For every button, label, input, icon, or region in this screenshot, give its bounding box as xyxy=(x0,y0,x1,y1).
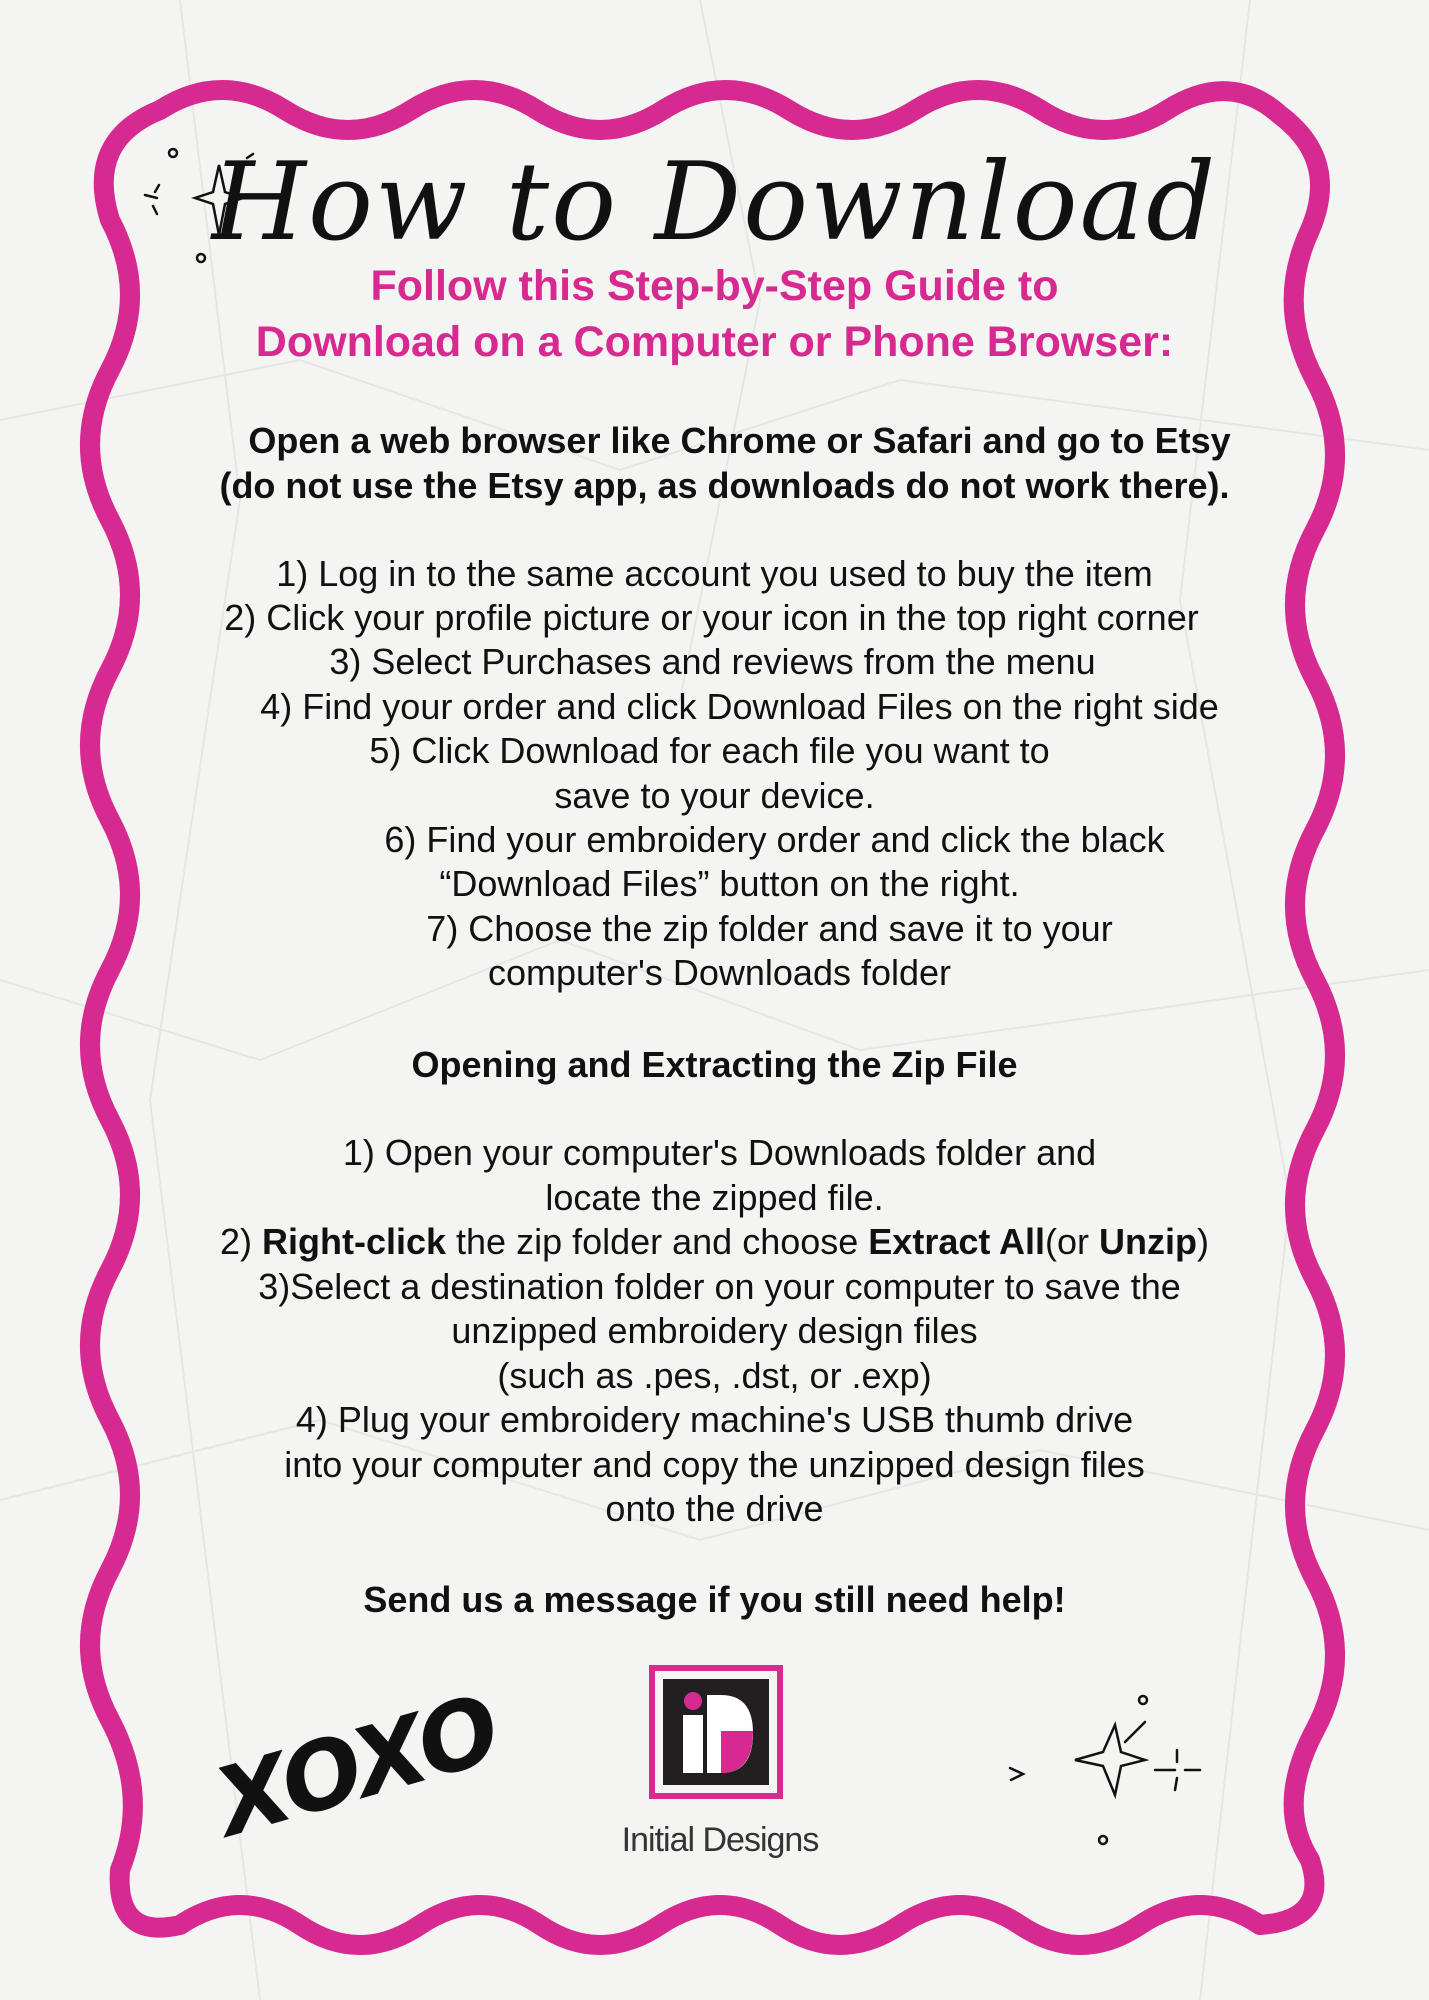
zip-section-heading: Opening and Extracting the Zip File xyxy=(411,1044,1018,1085)
download-step: 3) Select Purchases and reviews from the menu xyxy=(329,641,1096,682)
subtitle-line-2: Download on a Computer or Phone Browser: xyxy=(255,318,1174,366)
download-step: 6) Find your embroidery order and click the black xyxy=(384,819,1165,860)
download-step: 5) Click Download for each file you want to xyxy=(369,730,1050,771)
zip-step: (such as .pes, .dst, or .exp) xyxy=(497,1355,932,1396)
zip-step-text: ) xyxy=(1197,1221,1210,1262)
intro-line-2: (do not use the Etsy app, as downloads do not work there). xyxy=(219,465,1230,506)
zip-step: 4) Plug your embroidery machine's USB thumb drive xyxy=(295,1399,1134,1440)
zip-step-right-click xyxy=(0,1220,1429,1264)
intro-line-1: Open a web browser like Chrome or Safari and go to Etsy xyxy=(248,420,1231,461)
zip-step: onto the drive xyxy=(605,1488,824,1529)
zip-step: 3)Select a destination folder on your computer to save the xyxy=(258,1266,1181,1307)
zip-step-bold: Right-click xyxy=(261,1221,447,1262)
brand-name: Initial Designs xyxy=(621,1821,819,1859)
download-step: 2) Click your profile picture or your icon in the top right corner xyxy=(224,597,1199,638)
help-message: Send us a message if you still need help! xyxy=(363,1579,1066,1620)
sparkle-icon xyxy=(1005,1690,1205,1860)
download-step: computer's Downloads folder xyxy=(487,952,952,993)
download-step: 4) Find your order and click Download Files on the right side xyxy=(260,686,1219,727)
download-step: save to your device. xyxy=(554,775,875,816)
xoxo-signoff: XOXO xyxy=(204,1674,510,1859)
download-step: 1) Log in to the same account you used to buy the item xyxy=(276,553,1153,594)
initial-designs-logo xyxy=(649,1665,783,1799)
zip-step: unzipped embroidery design files xyxy=(451,1310,978,1351)
download-step: 7) Choose the zip folder and save it to your xyxy=(426,908,1113,949)
zip-step-text: 2) xyxy=(219,1221,262,1262)
subtitle-line-1: Follow this Step-by-Step Guide to xyxy=(370,262,1059,310)
zip-step-bold: Unzip xyxy=(1099,1221,1198,1262)
zip-step: into your computer and copy the unzipped design files xyxy=(284,1444,1145,1485)
page-title: How to Download xyxy=(211,140,1218,265)
download-step: “Download Files” button on the right. xyxy=(439,863,1020,904)
zip-step: 1) Open your computer's Downloads folder and xyxy=(342,1132,1097,1173)
zip-step-text: the zip folder and choose xyxy=(446,1221,869,1262)
zip-step-text: (or xyxy=(1045,1221,1100,1262)
zip-step: locate the zipped file. xyxy=(545,1177,884,1218)
zip-step-bold: Extract All xyxy=(868,1221,1046,1262)
